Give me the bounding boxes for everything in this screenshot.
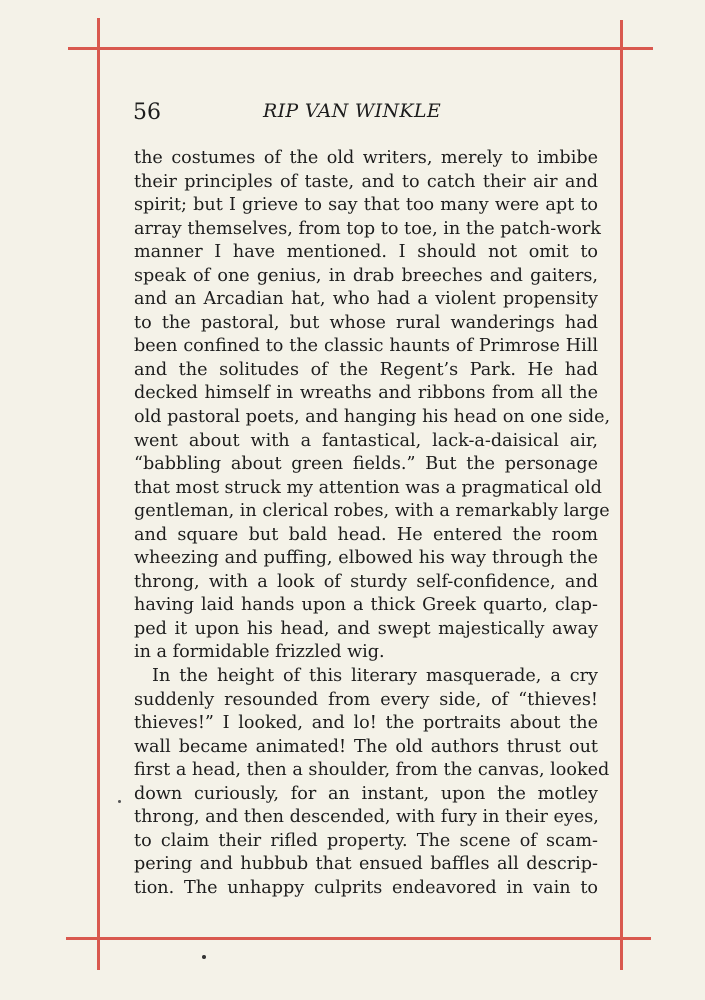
text-line: went about with a fantastical, lack-a-daisical air, xyxy=(134,430,598,451)
text-line: having laid hands upon a thick Greek quarto, clap- xyxy=(134,595,598,616)
border-rule-right xyxy=(620,20,623,970)
text-line: to the pastoral, but whose rural wanderings had xyxy=(134,312,598,333)
text-line: the costumes of the old writers, merely to imbibe xyxy=(134,148,598,168)
print-speck xyxy=(202,955,206,959)
border-rule-bottom xyxy=(66,937,651,940)
text-line: throng, with a look of sturdy self-confidence, and xyxy=(134,571,598,592)
text-line: wall became animated! The old authors thrust out xyxy=(134,736,598,757)
border-rule-left xyxy=(97,18,100,970)
paragraph-2 xyxy=(134,665,610,900)
text-line: speak of one genius, in drab breeches and gaiters, xyxy=(134,265,598,286)
text-line: down curiously, for an instant, upon the motley xyxy=(134,783,598,804)
text-line: tion. The unhappy culprits endeavored in vain to xyxy=(134,877,598,898)
text-line: their principles of taste, and to catch their air and xyxy=(134,171,598,192)
text-line: array themselves, from top to toe, in the patch-work xyxy=(134,218,601,239)
text-line: In the height of this literary masquerade, a cry xyxy=(152,666,598,687)
paragraph-1 xyxy=(134,147,611,665)
text-line: spirit; but I grieve to say that too many were apt to xyxy=(134,195,598,216)
text-line: gentleman, in clerical robes, with a remarkably large xyxy=(134,501,610,522)
text-line: old pastoral poets, and hanging his head on one side, xyxy=(134,407,611,428)
text-line: decked himself in wreaths and ribbons from all the xyxy=(134,383,598,404)
text-line: and square but bald head. He entered the room xyxy=(134,524,598,545)
text-line: in a formidable frizzled wig. xyxy=(134,642,385,663)
page-header xyxy=(133,96,599,130)
text-line: and the solitudes of the Regent’s Park. He had xyxy=(134,359,598,380)
body-text xyxy=(134,147,611,901)
text-line: first a head, then a shoulder, from the canvas, looked xyxy=(134,760,610,781)
text-line: pering and hubbub that ensued baffles all descrip- xyxy=(134,854,598,875)
print-speck xyxy=(118,800,121,803)
text-line: “babbling about green fields.” But the personage xyxy=(134,454,598,475)
text-line: thieves!” I looked, and lo! the portraits about the xyxy=(134,713,598,734)
text-line: wheezing and puffing, elbowed his way through the xyxy=(134,548,598,569)
text-line: throng, and then descended, with fury in their eyes, xyxy=(134,807,599,828)
running-title: RIP VAN WINKLE xyxy=(263,100,441,122)
text-line: and an Arcadian hat, who had a violent propensity xyxy=(134,289,598,310)
text-line: ped it upon his head, and swept majestically away xyxy=(134,618,598,639)
text-line: to claim their rifled property. The scene of scam- xyxy=(134,830,598,851)
text-line: that most struck my attention was a pragmatical old xyxy=(134,477,602,498)
text-line: manner I have mentioned. I should not omit to xyxy=(134,242,598,263)
text-line: been confined to the classic haunts of Primrose Hill xyxy=(134,336,598,357)
border-rule-top xyxy=(68,47,653,50)
text-line: suddenly resounded from every side, of “thieves! xyxy=(134,689,598,710)
page-number: 56 xyxy=(133,100,161,125)
